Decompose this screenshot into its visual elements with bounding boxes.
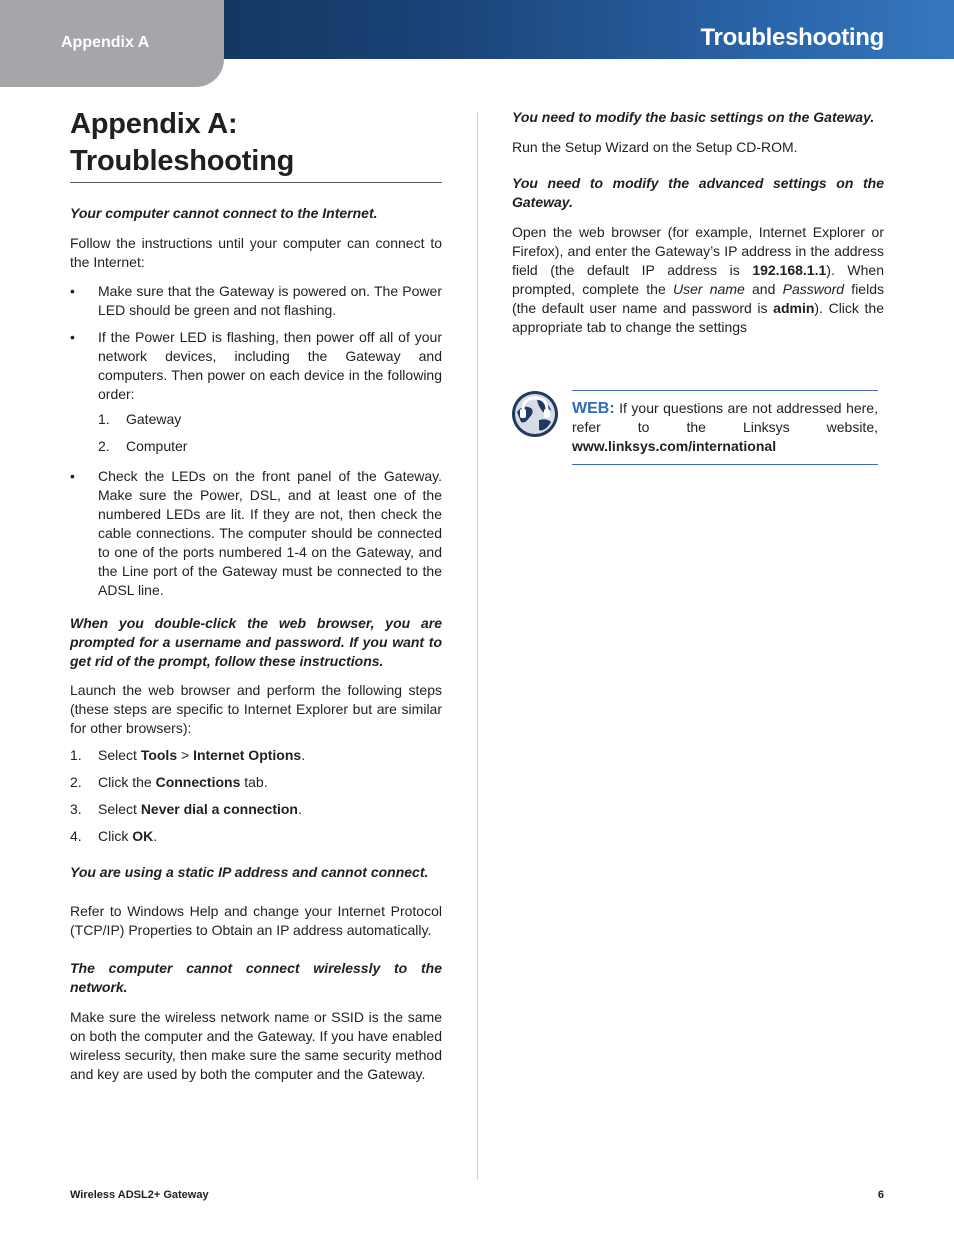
column-divider <box>477 112 478 1180</box>
paragraph-launch: Launch the web browser and perform the following steps (these steps are specific to Internet Explorer but are similar for other browsers): <box>70 682 442 736</box>
order-text: Gateway <box>126 411 182 427</box>
web-note-body: If your questions are not addressed here, refer to the Linksys website, <box>572 400 878 435</box>
page-title-line2: Troubleshooting <box>70 145 295 177</box>
step-3 <box>70 800 442 819</box>
paragraph-open-browser <box>512 223 884 337</box>
field-name-password: Password <box>782 281 845 297</box>
question-static-ip: You are using a static IP address and cannot connect. <box>70 864 429 880</box>
step-number: 2. <box>70 774 82 790</box>
order-number: 2. <box>98 438 110 454</box>
order-number: 1. <box>98 411 110 427</box>
step-bold: Internet Options <box>193 747 302 763</box>
question-internet: Your computer cannot connect to the Internet. <box>70 205 378 221</box>
step-text: . <box>153 828 158 844</box>
default-credential: admin <box>773 300 815 316</box>
paragraph-setup-wizard: Run the Setup Wizard on the Setup CD-ROM. <box>512 139 798 155</box>
question-basic-settings: You need to modify the basic settings on the Gateway. <box>512 109 875 125</box>
text-run: fields (the default user name and password is <box>512 281 884 316</box>
step-number: 3. <box>70 801 82 817</box>
field-name-user: User name <box>672 281 745 297</box>
bullet-dot: • <box>70 329 75 345</box>
step-text: Click the <box>98 774 156 790</box>
step-4 <box>70 827 442 846</box>
bullet-dot: • <box>70 283 75 299</box>
step-bold: Connections <box>155 774 241 790</box>
bullet-text: Make sure that the Gateway is powered on. The Power LED should be green and not flashing. <box>98 283 442 318</box>
default-ip: 192.168.1.1 <box>752 262 827 278</box>
bullet-flashing <box>70 328 442 404</box>
step-1 <box>70 746 442 765</box>
bullet-text: If the Power LED is flashing, then power off all of your network devices, including the Gateway and computers. Then power on each device in the following order: <box>98 329 442 402</box>
page-title <box>70 106 442 183</box>
step-text: > <box>177 747 194 763</box>
step-bold: Never dial a connection <box>140 801 298 817</box>
step-text: . <box>301 747 306 763</box>
text-run: and <box>744 281 783 297</box>
order-item <box>98 410 442 429</box>
paragraph-ssid: Make sure the wireless network name or SSID is the same on both the computer and the Gateway. If you have enabled wireless security, then make sure the same security method and key are used by both the computer and the Gateway. <box>70 1009 442 1082</box>
order-text: Computer <box>126 438 188 454</box>
web-note <box>572 390 878 465</box>
web-label: WEB: <box>572 400 615 417</box>
bullet-text: Check the LEDs on the front panel of the Gateway. Make sure the Power, DSL, and at least one of the numbered LEDs are lit. If they are not, then check the cable connections. The computer should be connected to one of the ports numbered 1-4 on the Gateway, and the Line port of the Gateway must be connected to the ADSL line. <box>98 468 442 598</box>
linksys-website-link[interactable]: www.linksys.com/international <box>572 438 777 454</box>
right-column <box>512 108 884 337</box>
step-text: tab. <box>240 774 268 790</box>
text-run: Open the web browser (for example, Internet Explorer or Firefox), and enter the Gateway’s IP address in the address field (the default IP address is <box>512 224 884 278</box>
step-bold: OK <box>132 828 154 844</box>
paragraph-windows-help: Refer to Windows Help and change your Internet Protocol (TCP/IP) Properties to Obtain an IP address automatically. <box>70 903 442 938</box>
step-2 <box>70 773 442 792</box>
left-column <box>70 106 442 1084</box>
page-title-line1: Appendix A: <box>70 108 238 140</box>
text-run: ). When prompted, complete the <box>512 262 885 297</box>
footer-product: Wireless ADSL2+ Gateway <box>70 1189 209 1201</box>
bullet-leds <box>70 467 442 600</box>
step-text: Select <box>98 747 141 763</box>
text-run: ). Click the appropriate tab to change the settings <box>512 300 884 335</box>
step-number: 1. <box>70 747 82 763</box>
section-tab <box>0 0 224 87</box>
web-note-text <box>572 399 878 456</box>
bullet-power <box>70 282 442 320</box>
footer-page-number: 6 <box>877 1189 884 1201</box>
question-prompt: When you double-click the web browser, you are prompted for a username and password. If you want to get rid of the prompt, follow these instructions. <box>70 615 442 669</box>
chapter-title: Troubleshooting <box>700 24 884 51</box>
paragraph-follow: Follow the instructions until your computer can connect to the Internet: <box>70 235 442 270</box>
question-wireless: The computer cannot connect wirelessly to the network. <box>70 960 442 995</box>
power-order-list <box>70 410 442 456</box>
step-text: Click <box>98 828 133 844</box>
step-number: 4. <box>70 828 82 844</box>
question-advanced-settings: You need to modify the advanced settings on the Gateway. <box>512 175 884 210</box>
step-bold: Tools <box>140 747 178 763</box>
section-tab-label: Appendix A <box>61 34 150 51</box>
step-text: Select <box>98 801 141 817</box>
order-item <box>98 437 442 456</box>
globe-headset-icon <box>511 390 559 438</box>
step-text: . <box>297 801 302 817</box>
bullet-dot: • <box>70 468 75 484</box>
